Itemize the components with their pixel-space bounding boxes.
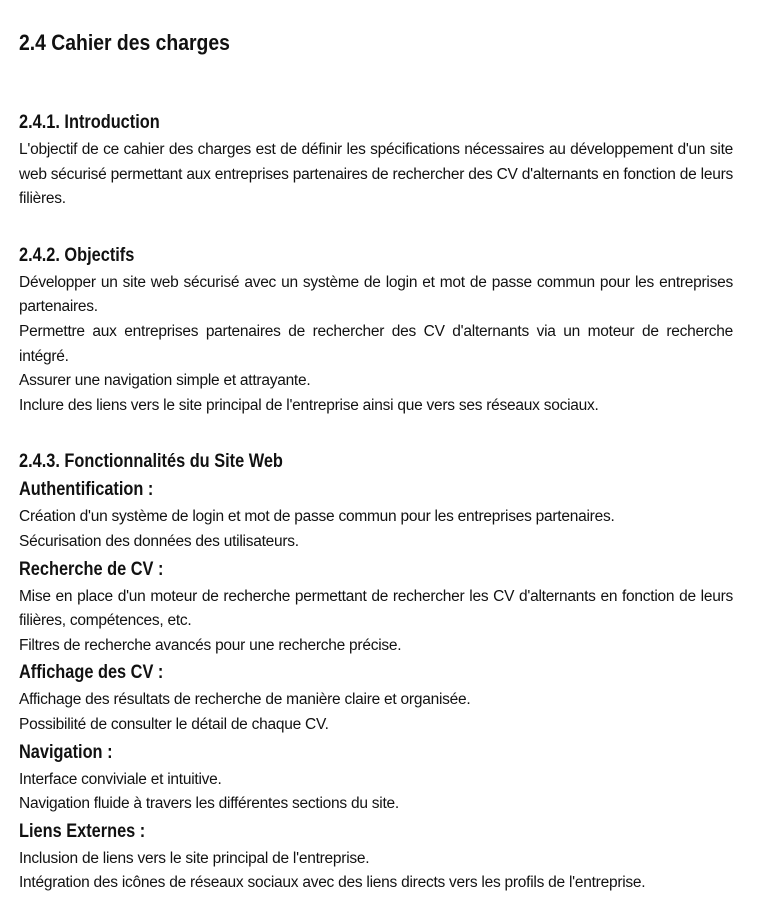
feature-title: Navigation :: [19, 741, 113, 763]
feature-authentification: [19, 478, 733, 554]
feature-title: Liens Externes :: [19, 820, 146, 842]
objectif-item: Permettre aux entreprises partenaires de rechercher des CV d'alternants via un moteur de recherche intégré.: [19, 322, 733, 365]
introduction-paragraph: L'objectif de ce cahier des charges est de définir les spécifications nécessaires au développement d'un site web sécurisé permettant aux entreprises partenaires de rechercher des CV d'alternants en fonction de leurs filières.: [19, 141, 733, 208]
objectifs-heading: 2.4.2. Objectifs: [19, 244, 135, 266]
feature-item: Navigation fluide à travers les différentes sections du site.: [19, 795, 399, 813]
introduction-heading: 2.4.1. Introduction: [19, 112, 160, 133]
feature-title: Recherche de CV :: [19, 558, 164, 580]
feature-title: Authentification :: [19, 479, 154, 501]
feature-liens-externes: [19, 820, 733, 896]
feature-item: Filtres de recherche avancés pour une recherche précise.: [19, 636, 402, 654]
feature-navigation: [19, 741, 733, 817]
feature-item: Affichage des résultats de recherche de manière claire et organisée.: [19, 691, 471, 709]
feature-item: Possibilité de consulter le détail de chaque CV.: [19, 715, 329, 733]
feature-item: Interface conviviale et intuitive.: [19, 770, 222, 788]
feature-affichage-cv: [19, 661, 733, 737]
objectif-item: Assurer une navigation simple et attrayante.: [19, 372, 311, 390]
feature-item: Création d'un système de login et mot de passe commun pour les entreprises partenaires.: [19, 508, 615, 526]
feature-title: Affichage des CV :: [19, 662, 164, 684]
fonctionnalites-heading: 2.4.3. Fonctionnalités du Site Web: [19, 451, 283, 473]
feature-item: Mise en place d'un moteur de recherche permettant de rechercher les CV d'alternants en fonction de leurs filières, compétences, etc.: [19, 587, 733, 630]
feature-item: Intégration des icônes de réseaux sociaux avec des liens directs vers les profils de l'entreprise.: [19, 874, 646, 892]
section-objectifs: [19, 244, 733, 419]
feature-item: Inclusion de liens vers le site principal de l'entreprise.: [19, 849, 370, 867]
page-title: 2.4 Cahier des charges: [19, 30, 230, 55]
feature-recherche-cv: [19, 558, 733, 659]
section-introduction: [19, 111, 733, 212]
feature-item: Sécurisation des données des utilisateurs.: [19, 532, 299, 550]
objectif-item: Développer un site web sécurisé avec un système de login et mot de passe commun pour les entreprises partenaires.: [19, 273, 733, 316]
objectif-item: Inclure des liens vers le site principal de l'entreprise ainsi que vers ses réseaux sociaux.: [19, 396, 599, 414]
section-fonctionnalites: [19, 450, 733, 896]
